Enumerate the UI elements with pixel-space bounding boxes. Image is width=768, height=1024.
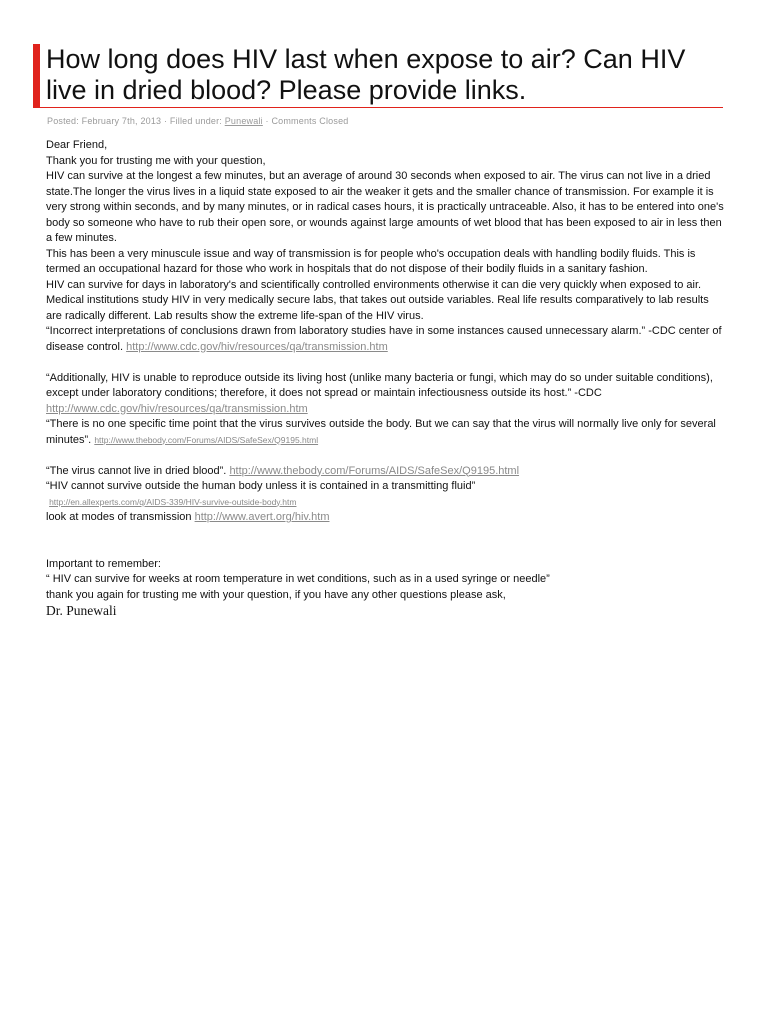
allexperts-link[interactable]: http://en.allexperts.com/q/AIDS-339/HIV-survive-outside-body.htm [49, 496, 297, 507]
posted-date: Posted: February 7th, 2013 [47, 116, 162, 126]
thebody-link-2[interactable]: http://www.thebody.com/Forums/AIDS/SafeSex/Q9195.html [229, 464, 520, 477]
title-accent-bar [33, 44, 40, 107]
filed-under-label: · Filled under: [163, 116, 223, 126]
quote-cdc-1 [46, 324, 726, 355]
meta-separator: · [265, 116, 269, 126]
quote-cdc-2-text: “Additionally, HIV is unable to reproduce outside its living host (unlike many bacteria or fungi, which may do so under suitable conditions), except under laboratory conditions; therefore, it does not spread or maintain infectiousness outside its host.” -CDC [46, 371, 713, 399]
modes-line [46, 510, 726, 526]
thebody-link-1[interactable]: http://www.thebody.com/Forums/AIDS/SafeSex/Q9195.html [94, 434, 319, 445]
paragraph-laboratory: HIV can survive for days in laboratory's and scientifically controlled environments otherwise it can die very quickly when exposed to air. Medical institutions study HIV in very medically secure labs, that takes out outside variables. Real life results comparatively to lab results are radically different. Lab results show the extreme life-span of the HIV virus. [46, 278, 709, 322]
modes-text: look at modes of transmission [46, 511, 192, 523]
signature: Dr. Punewali [46, 603, 117, 618]
thanks-line: Thank you for trusting me with your question, [46, 154, 266, 167]
paragraph-occupational: This has been a very minuscule issue and way of transmission is for people who's occupation deals with handling bodily fluids. This is termed an occupational hazard for those who work in hospitals that do not dispose of their bodily fluids in a sanitary fashion. [46, 247, 696, 275]
article-body [46, 138, 726, 619]
title-divider [33, 107, 723, 108]
important-quote: “ HIV can survive for weeks at room temperature in wet conditions, such as in a used syringe or needle” [46, 573, 550, 585]
quote-thebody-1 [46, 417, 726, 448]
paragraph-survival: HIV can survive at the longest a few minutes, but an average of around 30 seconds when exposed to air. The virus can not live in a dried state.The longer the virus lives in a liquid state exposed to air the weaker it gets and the smaller chance of transmission. For example it is very strong within seconds, and by many minutes, or in radical cases hours, it is practically untraceable. Also, it has to be entered into one's body so someone who have to rub their open sore, or wounds against large amounts of wet blood that has been exposed to air in less then a few minutes. [46, 170, 724, 244]
post-meta [47, 116, 348, 126]
greeting: Dear Friend, [46, 139, 108, 151]
quote-dried-blood-text: “The virus cannot live in dried blood”. [46, 464, 227, 477]
important-label: Important to remember: [46, 557, 161, 570]
closing-line: thank you again for trusting me with your question, if you have any other questions please ask, [46, 588, 506, 601]
quote-cdc-2 [46, 371, 726, 418]
cdc-link-1[interactable]: http://www.cdc.gov/hiv/resources/qa/transmission.htm [126, 340, 388, 353]
cdc-link-2[interactable]: http://www.cdc.gov/hiv/resources/qa/transmission.htm [46, 402, 308, 415]
comments-status: Comments Closed [271, 116, 349, 126]
page-title: How long does HIV last when expose to air? Can HIV live in dried blood? Please provide links. [46, 44, 686, 105]
quote-allexperts-text: “HIV cannot survive outside the human body unless it is contained in a transmitting fluid” [46, 480, 476, 492]
avert-link[interactable]: http://www.avert.org/hiv.htm [194, 511, 330, 523]
quote-dried-blood [46, 464, 726, 480]
quote-thebody-1-text: “There is no one specific time point that the virus survives outside the body. But we can say that the virus will normally live only for several minutes”. [46, 418, 716, 446]
quote-cdc-1-text: “Incorrect interpretations of conclusions drawn from laboratory studies have in some instances caused unnecessary alarm.” -CDC center of disease control. [46, 325, 722, 353]
quote-allexperts [46, 479, 726, 510]
category-link[interactable]: Punewali [224, 116, 263, 126]
